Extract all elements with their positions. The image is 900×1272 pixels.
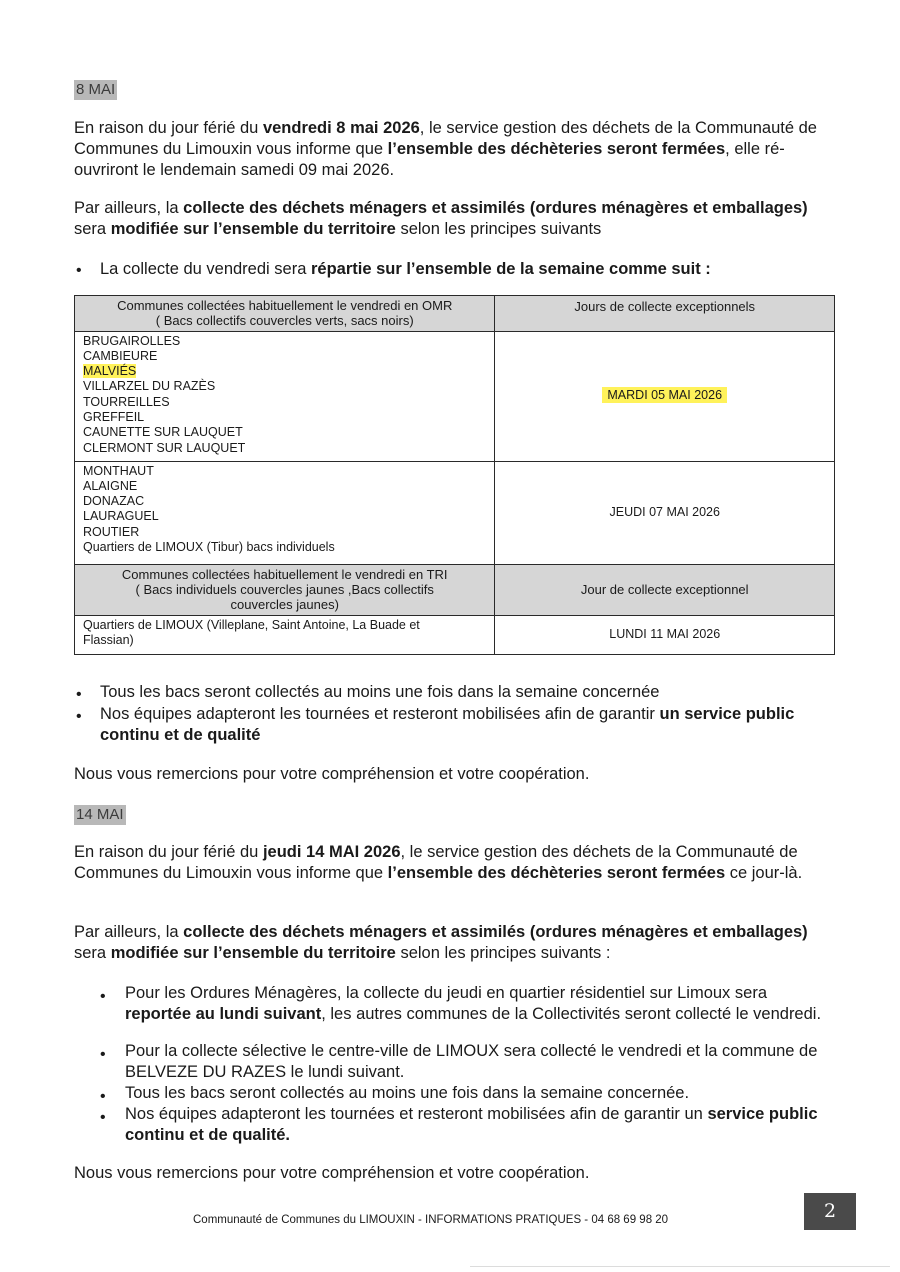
section-tag-8-mai: 8 MAI: [76, 81, 116, 98]
list-item: Quartiers de LIMOUX (Tibur) bacs individuels: [83, 540, 335, 555]
list-item: CAUNETTE SUR LAUQUET: [83, 425, 243, 440]
list-item: CLERMONT SUR LAUQUET: [83, 440, 246, 455]
bullet-icon: •: [100, 988, 106, 1005]
bullet-icon: •: [76, 686, 82, 703]
list-item: CAMBIEURE: [83, 348, 158, 363]
highlighted-commune: MALVIÉS: [83, 364, 137, 379]
communes-list-1: [75, 331, 495, 461]
page-number: 2: [804, 1193, 856, 1230]
thanks-14-mai: Nous vous remercions pour votre compréhension et votre coopération.: [74, 1164, 590, 1182]
list-item: LAURAGUEL: [83, 509, 159, 524]
header-communes-tri: Communes collectées habituellement le vendredi en TRI ( Bacs individuels couvercles jaunes ,Bacs collectifs couvercles jaunes): [75, 564, 495, 615]
collection-day-1: [495, 331, 835, 461]
list-item: TOURREILLES: [83, 394, 170, 409]
thanks-8-mai: Nous vous remercions pour votre compréhension et votre coopération.: [74, 765, 590, 783]
paragraph-8-mai-collecte: Par ailleurs, la collecte des déchets ménagers et assimilés (ordures ménagères et emballages) sera modifiée sur l’ensemble du territoire selon les principes suivants: [74, 199, 808, 238]
header-communes-omr: Communes collectées habituellement le vendredi en OMR ( Bacs collectifs couvercles verts, sacs noirs): [75, 296, 495, 332]
bullet-nos-equipes: Nos équipes adapteront les tournées et resteront mobilisées afin de garantir un service public continu et de qualité: [100, 705, 795, 744]
communes-list-2: [75, 461, 495, 564]
collection-day-3: LUNDI 11 MAI 2026: [495, 615, 835, 654]
table-header-omr: [75, 296, 835, 332]
list-item: GREFFEIL: [83, 410, 145, 425]
paragraph-8-mai-intro: En raison du jour férié du vendredi 8 mai 2026, le service gestion des déchets de la Communauté de Communes du Limouxin vous informe que l’ensemble des déchèteries seront fermées, elle ré-ouvriront le lendemain samedi 09 mai 2026.: [74, 119, 817, 179]
collection-day-2: JEUDI 07 MAI 2026: [495, 461, 835, 564]
bullet-collecte-selective: Pour la collecte sélective le centre-ville de LIMOUX sera collecté le vendredi et la commune de BELVEZE DU RAZES le lundi suivant.: [125, 1042, 818, 1081]
table-row-group-1: [75, 331, 835, 461]
bullet-collecte-vendredi: La collecte du vendredi sera répartie sur l’ensemble de la semaine comme suit :: [100, 260, 711, 278]
list-item: ALAIGNE: [83, 478, 138, 493]
list-item: [83, 364, 486, 379]
bullet-icon: •: [76, 708, 82, 725]
bullet-icon: •: [100, 1088, 106, 1105]
bullet-nos-equipes-2: Nos équipes adapteront les tournées et resteront mobilisées afin de garantir un service public continu et de qualité.: [125, 1105, 818, 1144]
list-item: MONTHAUT: [83, 463, 154, 478]
bullet-icon: •: [100, 1109, 106, 1126]
list-item: VILLARZEL DU RAZÈS: [83, 379, 216, 394]
footer-divider: [470, 1266, 890, 1267]
table-row-group-2: [75, 461, 835, 564]
bullet-icon: •: [100, 1046, 106, 1063]
list-item: DONAZAC: [83, 494, 145, 509]
section-tag-14-mai: 14 MAI: [76, 806, 124, 823]
collection-schedule-table: [74, 295, 835, 655]
list-item: BRUGAIROLLES: [83, 333, 181, 348]
bullet-icon: •: [76, 262, 82, 279]
communes-list-3: Quartiers de LIMOUX (Villeplane, Saint Antoine, La Buade et Flassian): [75, 615, 495, 654]
bullet-tous-les-bacs-2: Tous les bacs seront collectés au moins une fois dans la semaine concernée.: [125, 1084, 690, 1102]
header-jours-exceptionnels: Jours de collecte exceptionnels: [495, 296, 835, 332]
footer-text: Communauté de Communes du LIMOUXIN - INFORMATIONS PRATIQUES - 04 68 69 98 20: [193, 1214, 669, 1226]
list-item: ROUTIER: [83, 524, 140, 539]
header-jour-exceptionnel: Jour de collecte exceptionnel: [495, 564, 835, 615]
table-row-group-3: [75, 615, 835, 654]
paragraph-14-mai-collecte: Par ailleurs, la collecte des déchets ménagers et assimilés (ordures ménagères et emballages) sera modifiée sur l’ensemble du territoire selon les principes suivants :: [74, 923, 808, 962]
bullet-tous-les-bacs: Tous les bacs seront collectés au moins une fois dans la semaine concernée: [100, 683, 660, 701]
table-header-tri: [75, 564, 835, 615]
bullet-ordures-menageres: Pour les Ordures Ménagères, la collecte du jeudi en quartier résidentiel sur Limoux sera reportée au lundi suivant, les autres communes de la Collectivités seront collecté le vendredi.: [125, 984, 822, 1023]
paragraph-14-mai-intro: En raison du jour férié du jeudi 14 MAI 2026, le service gestion des déchets de la Communauté de Communes du Limouxin vous informe que l’ensemble des déchèteries seront fermées ce jour-là.: [74, 843, 803, 882]
highlighted-day: MARDI 05 MAI 2026: [602, 387, 727, 403]
